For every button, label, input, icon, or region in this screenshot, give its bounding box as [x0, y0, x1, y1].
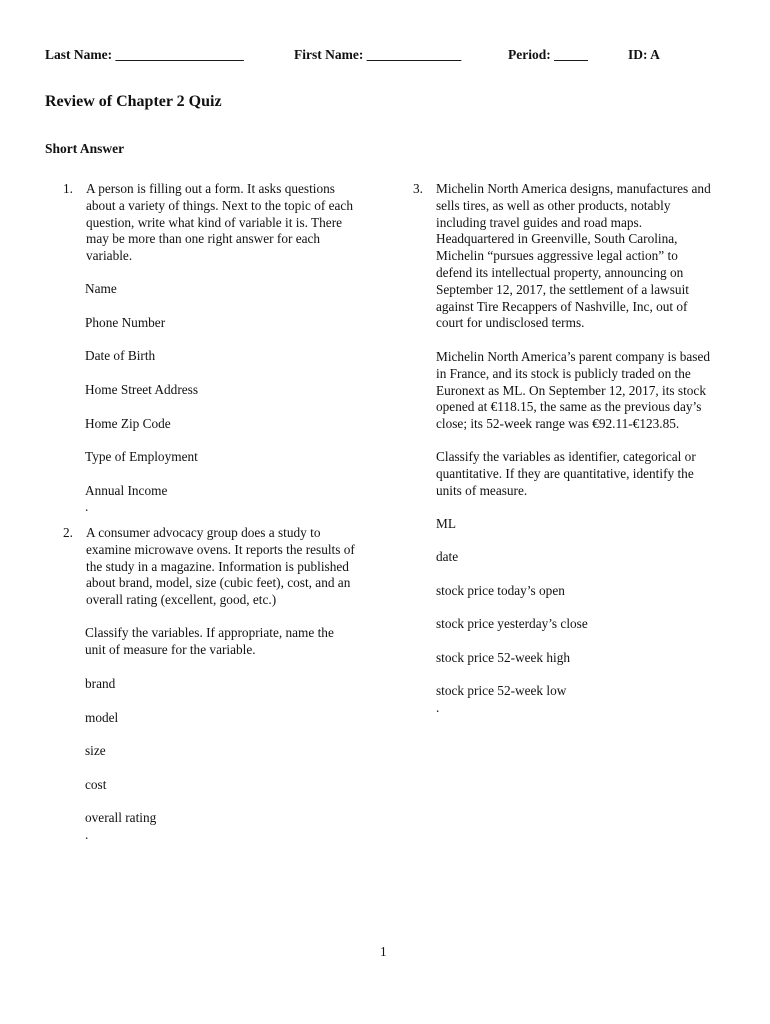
instruction-line: unit of measure for the variable.: [85, 641, 256, 657]
variable-item: Name: [85, 281, 117, 296]
variable-item: stock price 52-week high: [436, 650, 571, 665]
id-label: ID: A: [628, 47, 660, 62]
variable-item: ML: [436, 516, 456, 531]
question-text: [86, 181, 353, 265]
question-line: A person is filling out a form. It asks questions: [86, 181, 335, 196]
variable-item: date: [436, 549, 459, 564]
question-line: sells tires, as well as other products, notably: [436, 197, 671, 213]
question-number: 2.: [63, 525, 73, 540]
question-2-instruction: [85, 625, 385, 659]
end-mark: .: [85, 499, 89, 514]
question-line: Headquartered in Greenville, South Carolina,: [436, 231, 678, 247]
question-line: September 12, 2017, the settlement of a lawsuit: [436, 281, 689, 297]
question-3-paragraph: [436, 349, 736, 433]
section-heading: Short Answer: [45, 141, 125, 156]
last-name-field: Last Name: ___________________: [45, 47, 244, 62]
page-title: Review of Chapter 2 Quiz: [45, 93, 222, 110]
variable-item: brand: [85, 676, 116, 691]
paragraph-line: in France, and its stock is publicly traded on the: [436, 365, 691, 381]
question-line: defend its intellectual property, announcing on: [436, 264, 684, 280]
question-line: question, write what kind of variable it is. There: [86, 214, 343, 230]
variable-item: Home Street Address: [85, 382, 199, 397]
variable-item: model: [85, 710, 119, 725]
question-number: 1.: [63, 181, 73, 196]
question-line: variable.: [86, 248, 133, 264]
question-line: the study in a magazine. Information is published: [86, 558, 349, 574]
variable-item: Annual Income: [85, 483, 168, 498]
question-line: Michelin North America designs, manufactures and: [436, 181, 711, 196]
question-text: [86, 525, 355, 609]
question-line: A consumer advocacy group does a study to: [86, 525, 321, 540]
question-3-instruction: [436, 449, 736, 499]
page-header: [0, 47, 770, 67]
variable-item: overall rating: [85, 810, 157, 825]
paragraph-line: Michelin North America’s parent company is based: [436, 349, 710, 364]
question-line: about a variety of things. Next to the topic of each: [86, 197, 353, 213]
variable-item: stock price yesterday’s close: [436, 616, 588, 631]
question-line: court for undisclosed terms.: [436, 315, 585, 331]
variable-item: Date of Birth: [85, 348, 156, 363]
question-line: Michelin “pursues aggressive legal action” to: [436, 248, 678, 264]
variable-item: stock price today’s open: [436, 583, 565, 598]
variable-item: stock price 52-week low: [436, 683, 567, 698]
variable-item: cost: [85, 777, 107, 792]
variable-item: Type of Employment: [85, 449, 198, 464]
question-number: 3.: [413, 181, 423, 196]
instruction-line: Classify the variables. If appropriate, name the: [85, 625, 334, 640]
first-name-field: First Name: ______________: [294, 47, 462, 62]
end-mark: .: [436, 700, 440, 715]
variable-item: Home Zip Code: [85, 416, 171, 431]
paragraph-line: close; its 52-week range was €92.11-€123.85.: [436, 416, 680, 432]
variable-item: size: [85, 743, 106, 758]
question-line: against Tire Recappers of Nashville, Inc, out of: [436, 298, 688, 314]
instruction-line: units of measure.: [436, 482, 528, 498]
question-text: [436, 181, 711, 332]
question-line: including travel guides and road maps.: [436, 214, 643, 230]
question-line: about brand, model, size (cubic feet), cost, and an: [86, 575, 351, 591]
question-line: may be more than one right answer for each: [86, 231, 321, 247]
period-field: Period: _____: [508, 47, 588, 62]
instruction-line: Classify the variables as identifier, categorical or: [436, 449, 696, 464]
paragraph-line: Euronext as ML. On September 12, 2017, its stock: [436, 382, 706, 398]
question-line: overall rating (excellent, good, etc.): [86, 592, 277, 608]
instruction-line: quantitative. If they are quantitative, identify the: [436, 465, 694, 481]
question-line: examine microwave ovens. It reports the results of: [86, 541, 355, 557]
variable-item: Phone Number: [85, 315, 166, 330]
end-mark: .: [85, 827, 89, 842]
paragraph-line: opened at €118.15, the same as the previous day’s: [436, 399, 702, 415]
page-number: 1: [380, 944, 387, 959]
